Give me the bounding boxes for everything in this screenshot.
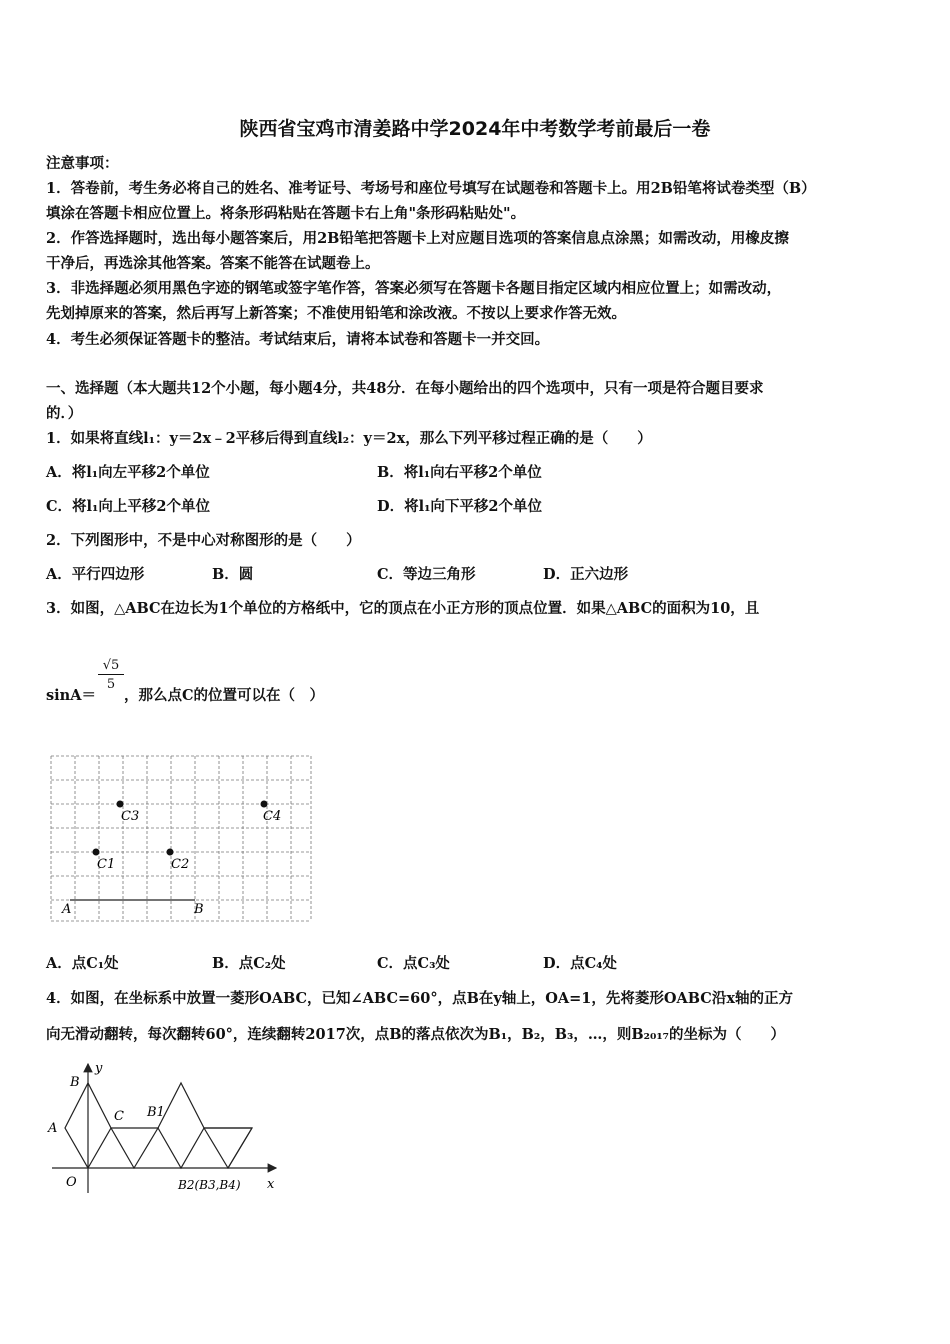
notice-line: 1．答卷前，考生务必将自己的姓名、准考证号、考场号和座位号填写在试题卷和答题卡上。用2B铅笔将试卷类型（B） <box>46 180 816 197</box>
label-c3: C3 <box>121 809 140 824</box>
question-3-stem: 3．如图，△ABC在边长为1个单位的方格纸中，它的顶点在小正方形的顶点位置．如果△ABC的面积为10，且 <box>46 600 760 617</box>
q3-grid-figure <box>48 754 316 926</box>
label-y: y <box>95 1061 103 1076</box>
label-c2: C2 <box>171 857 190 872</box>
q4-rhombus-figure <box>44 1058 284 1203</box>
notice-line: 3．非选择题必须用黑色字迹的钢笔或签字笔作答，答案必须写在答题卡各题目指定区域内相应位置上；如需改动， <box>46 280 782 297</box>
label-c1: C1 <box>97 857 116 872</box>
question-2-stem: 2．下列图形中，不是中心对称图形的是（ ） <box>46 532 361 549</box>
label-a: A <box>48 1121 58 1136</box>
fraction-numerator: √5 <box>98 658 124 675</box>
grid-lines <box>51 756 311 921</box>
label-c: C <box>114 1109 124 1124</box>
q3-fraction <box>98 658 124 692</box>
point-c1 <box>93 849 100 856</box>
section-heading-cont: 的．） <box>46 405 83 422</box>
notice-line: 先划掉原来的答案，然后再写上新答案；不准使用铅笔和涂改液。不按以上要求作答无效。 <box>46 305 626 322</box>
page-title: 陕西省宝鸡市清姜路中学2024年中考数学考前最后一卷 <box>239 118 711 140</box>
label-a: A <box>62 902 72 917</box>
q2-option-d: D．正六边形 <box>543 566 629 583</box>
q1-option-d: D．将l₁向下平移2个单位 <box>377 498 543 515</box>
point-c2 <box>167 849 174 856</box>
label-b1: B1 <box>147 1105 165 1120</box>
point-c4 <box>261 801 268 808</box>
q2-option-b: B．圆 <box>212 566 254 583</box>
label-c4: C4 <box>263 809 282 824</box>
question-1-stem: 1．如果将直线l₁：y＝2x﹣2平移后得到直线l₂：y＝2x，那么下列平移过程正确的是（ ） <box>46 430 652 447</box>
point-c3 <box>117 801 124 808</box>
label-x: x <box>267 1177 275 1192</box>
q3-sin-suffix: ，那么点C的位置可以在（ ） <box>124 687 325 704</box>
notice-heading: 注意事项： <box>46 155 119 172</box>
q3-option-b: B．点C₂处 <box>212 955 286 972</box>
notice-line: 2．作答选择题时，选出每小题答案后，用2B铅笔把答题卡上对应题目选项的答案信息点涂黑；如需改动，用橡皮擦 <box>46 230 789 247</box>
q2-option-c: C．等边三角形 <box>377 566 476 583</box>
q3-option-d: D．点C₄处 <box>543 955 617 972</box>
q1-option-a: A．将l₁向左平移2个单位 <box>46 464 210 481</box>
q1-option-b: B．将l₁向右平移2个单位 <box>377 464 542 481</box>
notice-line: 干净后，再选涂其他答案。答案不能答在试题卷上。 <box>46 255 380 272</box>
label-b: B <box>70 1075 80 1090</box>
q3-sin-prefix: sinA＝ <box>46 687 96 704</box>
label-b2-b3-b4: B2(B3,B4) <box>178 1178 241 1192</box>
label-b: B <box>194 902 204 917</box>
notice-line: 4．考生必须保证答题卡的整洁。考试结束后，请将本试卷和答题卡一并交回。 <box>46 331 550 348</box>
q1-option-c: C．将l₁向上平移2个单位 <box>46 498 210 515</box>
label-o: O <box>66 1175 77 1190</box>
rhombus-chain <box>65 1083 252 1168</box>
q2-option-a: A．平行四边形 <box>46 566 145 583</box>
fraction-denominator: 5 <box>106 677 116 692</box>
section-heading: 一、选择题（本大题共12个小题，每小题4分，共48分．在每小题给出的四个选项中，只有一项是符合题目要求 <box>46 380 764 397</box>
notice-line: 填涂在答题卡相应位置上。将条形码粘贴在答题卡右上角"条形码粘贴处"。 <box>46 205 526 222</box>
question-4-line1: 4．如图，在坐标系中放置一菱形OABC，已知∠ABC=60°，点B在y轴上，OA=1，先将菱形OABC沿x轴的正方 <box>46 990 793 1007</box>
q3-option-a: A．点C₁处 <box>46 955 119 972</box>
q3-option-c: C．点C₃处 <box>377 955 450 972</box>
question-4-line2: 向无滑动翻转，每次翻转60°，连续翻转2017次，点B的落点依次为B₁，B₂，B₃，…，则B₂₀₁₇的坐标为（ ） <box>46 1026 786 1043</box>
